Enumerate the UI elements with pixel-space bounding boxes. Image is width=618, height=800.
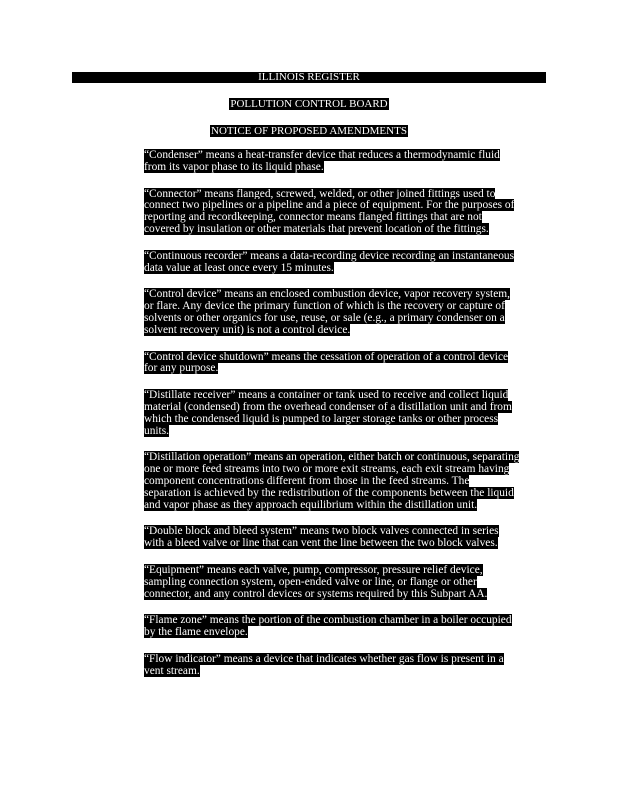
- definition-line-text: “Flow indicator” means a device that indicates whether gas flow is present in a: [144, 652, 504, 665]
- definition-line: [144, 426, 544, 438]
- definition-line: [144, 402, 544, 414]
- definition-line: [144, 224, 544, 236]
- definition-line-text: reporting and recordkeeping, connector means flanged fittings that are not: [144, 211, 482, 224]
- definition-line-text: component concentrations different from those in the feed streams. The: [144, 474, 470, 487]
- definition-line: [144, 589, 544, 601]
- definition-line-text: by the flame envelope.: [144, 626, 248, 639]
- board-title: [0, 98, 618, 111]
- definition-line: [144, 363, 544, 375]
- definition-line-text: “Control device” means an enclosed combustion device, vapor recovery system,: [144, 288, 510, 301]
- definition-line-text: from its vapor phase to its liquid phase.: [144, 160, 324, 173]
- notice-title-text: NOTICE OF PROPOSED AMENDMENTS: [211, 125, 407, 137]
- definition-line-text: “Condenser” means a heat-transfer device that reduces a thermodynamic fluid: [144, 149, 500, 161]
- definition-line-text: “Control device shutdown” means the cessation of operation of a control device: [144, 350, 509, 363]
- definition-paragraph: [144, 289, 544, 336]
- definition-line-text: units.: [144, 424, 170, 437]
- definition-line-text: “Distillation operation” means an operation, either batch or continuous, separating: [144, 451, 520, 464]
- definition-paragraph: [144, 390, 544, 437]
- definition-line-text: which the condensed liquid is pumped to larger storage tanks or other process: [144, 412, 499, 425]
- definition-line-text: vent stream.: [144, 664, 200, 677]
- definition-line-text: or flare. Any device the primary function of which is the recovery or capture of: [144, 300, 505, 313]
- definition-line-text: with a bleed valve or line that can vent the line between the two block valves.: [144, 537, 498, 550]
- definition-line: [144, 577, 544, 589]
- definition-line: [144, 414, 544, 426]
- definition-line-text: “Double block and bleed system” means two block valves connected in series: [144, 525, 499, 538]
- definition-line-text: “Equipment” means each valve, pump, compressor, pressure relief device,: [144, 563, 483, 576]
- definition-line: [144, 627, 544, 639]
- definition-line-text: “Flame zone” means the portion of the combustion chamber in a boiler occupied: [144, 614, 512, 627]
- definition-line-text: solvents or other organics for use, reuse, or sale (e.g., a primary condenser on a: [144, 311, 505, 324]
- definition-line: [144, 565, 544, 577]
- definition-line-text: one or more feed streams into two or more exit streams, each exit stream having: [144, 463, 510, 476]
- notice-title: [0, 125, 618, 138]
- definition-paragraph: [144, 565, 544, 600]
- definition-line-text: covered by insulation or other materials that prevent location of the fittings.: [144, 222, 489, 235]
- definition-paragraph: [144, 352, 544, 376]
- definition-line-text: data value at least once every 15 minutes.: [144, 261, 334, 274]
- definition-paragraph: [144, 526, 544, 550]
- definition-line-text: separation is achieved by the redistribution of the components between the liquid: [144, 486, 514, 499]
- definition-line-text: and vapor phase as they approach equilibrium within the distillation unit.: [144, 498, 478, 511]
- definition-line-text: solvent recovery unit) is not a control device.: [144, 323, 351, 336]
- board-title-text: POLLUTION CONTROL BOARD: [230, 98, 388, 110]
- definition-line-text: connector, and any control devices or systems required by this Subpart AA.: [144, 587, 488, 600]
- definition-paragraph: [144, 615, 544, 639]
- definition-line: [144, 500, 544, 512]
- definition-line-text: connect two pipelines or a pipeline and a piece of equipment. For the purposes of: [144, 199, 515, 212]
- definition-line-text: sampling connection system, open-ended valve or line, or flange or other: [144, 575, 477, 588]
- definition-paragraph: [144, 251, 544, 275]
- register-header: [72, 72, 546, 83]
- definition-line: [144, 476, 544, 488]
- definition-line: [144, 538, 544, 550]
- definition-line-text: “Continuous recorder” means a data-recording device recording an instantaneous: [144, 249, 515, 262]
- definition-line-text: “Distillate receiver” means a container or tank used to receive and collect liquid: [144, 389, 509, 402]
- definition-line: [144, 654, 544, 666]
- definition-line: [144, 666, 544, 678]
- definition-paragraph: [144, 452, 544, 511]
- definitions-list: [144, 150, 544, 693]
- definition-paragraph: [144, 654, 544, 678]
- definition-paragraph: [144, 189, 544, 236]
- definition-line: [144, 162, 544, 174]
- definition-line: [144, 263, 544, 275]
- definition-line-text: for any purpose.: [144, 362, 219, 375]
- definition-line: [144, 325, 544, 337]
- definition-paragraph: [144, 150, 544, 174]
- register-title: ILLINOIS REGISTER: [258, 71, 360, 83]
- definition-line-text: material (condensed) from the overhead condenser of a distillation unit and from: [144, 400, 512, 413]
- definition-line: [144, 488, 544, 500]
- definition-line: [144, 251, 544, 263]
- definition-line-text: “Connector” means flanged, screwed, welded, or other joined fittings used to: [144, 187, 496, 200]
- definition-line: [144, 313, 544, 325]
